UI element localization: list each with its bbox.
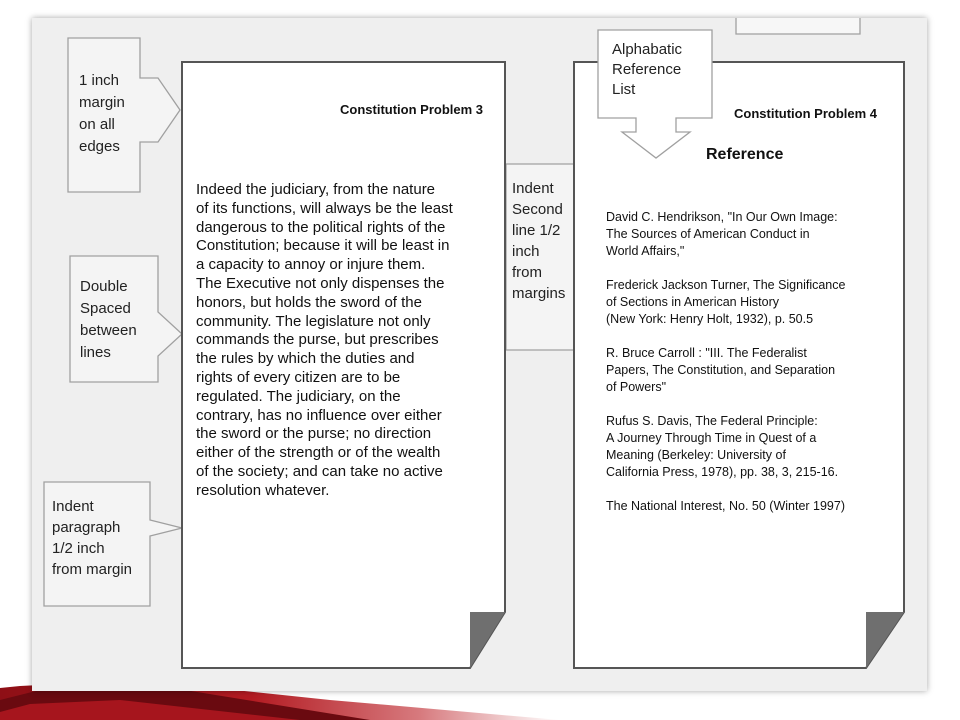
right-page-heading: Constitution Problem 4 (734, 106, 877, 121)
left-page-body: Indeed the judiciary, from the nature of its functions, will always be the least dangerous to the political rights of the Constitution; because it will be least in a capacity to annoy or injure them. The Executive not only dispenses the honors, but holds the sword of the community. The legislature not only commands the purse, but prescribes the rules by which the duties and rights of every citizen are to be regulated. The judiciary, on the contrary, has no influence over either the sword or the purse; no direction either of the strength or of the wealth of the society; and can take no active resolution whatever. (196, 181, 453, 499)
left-page-heading: Constitution Problem 3 (340, 102, 483, 117)
reference-entry: Rufus S. Davis, The Federal Principle: A Journey Through Time in Quest of a Meaning (Berkeley: University of California Press, 1978), pp. 38, 3, 215-16. (606, 414, 839, 479)
reference-list (606, 209, 898, 532)
reference-entry: The National Interest, No. 50 (Winter 1997) (606, 499, 846, 513)
alphabetic-callout-text: Alphabatic Reference List (612, 41, 683, 98)
double-spaced-callout-text: Double Spaced between lines (80, 278, 137, 361)
indent-second-callout-text: Indent Second line 1/2 inch from margins (512, 180, 566, 302)
reference-entry: David C. Hendrikson, "In Our Own Image: The Sources of American Conduct in World Affairs," (606, 210, 838, 258)
reference-entry: Frederick Jackson Turner, The Significance of Sections in American History (New York: Henry Holt, 1932), p. 50.5 (606, 278, 846, 326)
indent-paragraph-callout-text: Indent paragraph 1/2 inch from margin (52, 498, 133, 578)
reference-title: Reference (706, 146, 784, 163)
top-partial-box (736, 18, 860, 34)
reference-entry: R. Bruce Carroll : "III. The Federalist Papers, The Constitution, and Separation of Powers" (606, 346, 836, 394)
margin-callout-text: 1 inch margin on all edges (79, 72, 125, 155)
